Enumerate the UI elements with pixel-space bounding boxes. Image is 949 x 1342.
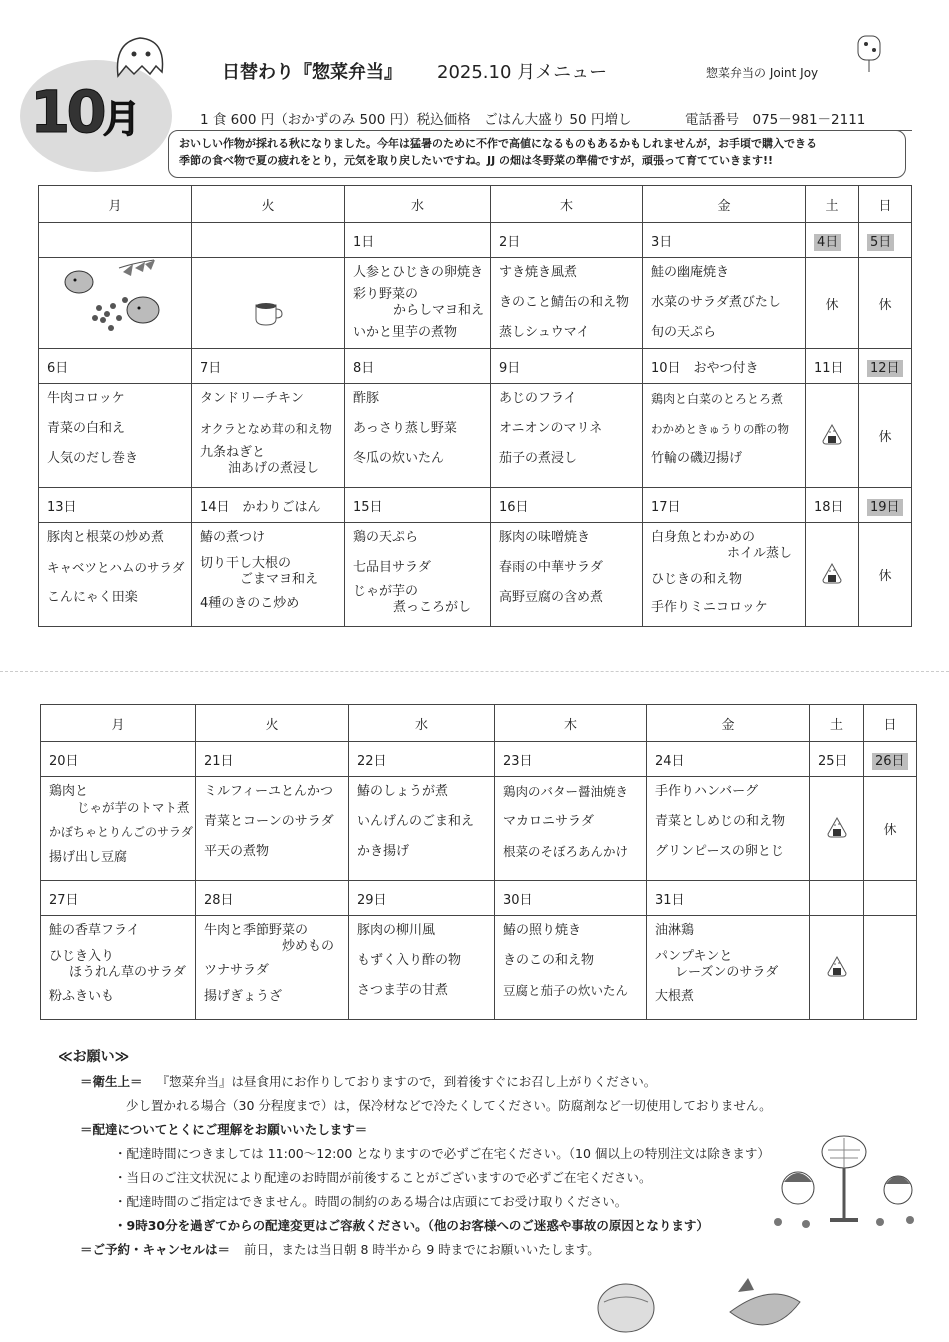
menu-item: 青菜の白和え [47,421,126,436]
weekday-mon: 月 [39,186,192,223]
date-cell: 3日 [643,223,806,258]
menu-item: きのこの和え物 [503,953,595,968]
page-divider [0,671,949,672]
closed-mark: 休 [864,777,917,881]
menu-item: ひじき入り [49,949,115,964]
menu-cell [495,777,647,881]
menu-item: オニオンのマリネ [499,421,603,436]
menu-cell-empty [192,258,345,349]
weekday-fri: 金 [643,186,806,223]
menu-item: 春雨の中華サラダ [499,560,603,575]
menu-item: マカロニサラダ [503,814,594,829]
delivery-note: ・9時30分を過ぎてからの配達変更はご容赦ください。（他のお客様へのご迷惑や事故の原因となります） [114,1218,709,1233]
menu-cell [643,258,806,349]
date-cell [859,223,912,258]
menu-item: 水菜のサラダ煮びたし [651,295,781,310]
menu-item: 鶏肉と [49,784,89,799]
onigiri-cell [810,777,864,881]
menu-row [39,384,912,488]
menu-item: ほうれん草のサラダ [69,965,186,980]
page-subtitle: 2025.10 月メニュー [437,62,608,83]
date-cell: 6日 [39,349,192,384]
date-cell: 29日 [349,881,495,916]
empty-cell [864,916,917,1020]
menu-item: 旬の天ぷら [651,325,717,340]
menu-item: 炒めもの [282,939,335,954]
menu-cell [349,916,495,1020]
notes-heading: ≪お願い≫ [58,1049,130,1065]
menu-cell [39,384,192,488]
menu-item: オクラとなめ茸の和え物 [200,422,332,436]
menu-item: 青菜とコーンのサラダ [204,814,334,829]
weekday-header-row [39,186,912,223]
menu-item: かき揚げ [357,844,410,859]
hygiene-label: ＝衛生上＝ [80,1074,143,1089]
reserve-label: ＝ご予約・キャンセルは＝ [80,1242,231,1257]
menu-item: 大根煮 [655,989,695,1004]
menu-cell [196,916,349,1020]
menu-item: 平天の煮物 [204,844,270,859]
menu-item: 鶏の天ぷら [353,530,419,545]
menu-item: 冬瓜の炊いたん [353,451,445,466]
date-sunday: 12日 [867,360,903,377]
onigiri-icon [826,955,848,977]
menu-item: 鮭の幽庵焼き [651,265,730,280]
menu-item: じゃが芋のトマト煮 [77,800,190,815]
weekday-tue: 火 [196,705,349,742]
price-line [200,108,912,131]
menu-item: 人参とひじきの卵焼き [353,265,484,280]
menu-item: パンプキンと [655,949,733,964]
menu-cell [41,916,196,1020]
date-row [39,223,912,258]
onigiri-cell [806,523,859,627]
date-cell: 8日 [345,349,491,384]
menu-item: グリンピースの卵とじ [655,844,784,859]
date-cell: 27日 [41,881,196,916]
hygiene-text: 『惣菜弁当』は昼食用にお作りしておりますので，到着後すぐにお召し上がりください。 [156,1074,657,1089]
date-cell: 28日 [196,881,349,916]
sweet-potato-illustration-icon [590,1262,810,1340]
onigiri-icon [821,423,843,445]
date-cell: 10日 おやつ付き [643,349,806,384]
date-cell: 31日 [647,881,810,916]
date-cell: 9日 [491,349,643,384]
menu-item: 根菜のそぼろあんかけ [503,844,629,859]
menu-item: 七品目サラダ [353,560,431,575]
menu-cell-illustration [39,258,192,349]
menu-item: いんげんのごま和え [357,814,475,829]
date-sunday: 26日 [872,753,908,770]
menu-item: 鮭の香草フライ [49,923,140,938]
menu-item: 白身魚とわかめの [651,530,756,545]
menu-item: あっさり蒸し野菜 [353,421,457,436]
menu-cell [345,384,491,488]
date-cell: 13日 [39,488,192,523]
closed-mark: 休 [859,384,912,488]
date-cell: 14日 かわりごはん [192,488,345,523]
onigiri-cell [810,916,864,1020]
menu-cell [495,916,647,1020]
menu-item: 4種のきのこ炒め [200,596,300,611]
menu-item: こんにゃく田楽 [47,590,138,605]
menu-item: 竹輪の磯辺揚げ [651,451,743,466]
menu-item: 豚肉と根菜の炒め煮 [47,530,165,545]
date-cell: 2日 [491,223,643,258]
menu-item: いかと里芋の煮物 [353,325,458,340]
menu-item: 手作りハンバーグ [655,784,759,799]
menu-row [39,258,912,349]
menu-item: かぼちゃとりんごのサラダ [49,825,193,839]
menu-item: 牛肉コロッケ [47,391,125,406]
weekday-wed: 水 [345,186,491,223]
menu-item: さつま芋の甘煮 [357,983,449,998]
date-row [39,488,912,523]
menu-cell [196,777,349,881]
weekday-thu: 木 [495,705,647,742]
weekday-tue: 火 [192,186,345,223]
menu-item: 鰆の照り焼き [503,923,582,938]
onigiri-icon [826,816,848,838]
page-title: 日替わり『惣菜弁当』 [222,62,402,83]
date-cell [806,223,859,258]
menu-cell [345,258,491,349]
intro-line: おいしい作物が採れる秋になりました。今年は猛暑のために不作で高値になるものもあるかもしれませんが，お手頃で購入できる [179,137,817,150]
date-cell [39,223,192,258]
date-cell: 23日 [495,742,647,777]
weekday-wed: 水 [349,705,495,742]
kids-play-illustration-icon [768,1130,918,1230]
menu-item: ごまマヨ和え [240,572,319,587]
menu-item: 豆腐と茄子の炊いたん [503,983,629,998]
reserve-text: 前日，または当日朝 8 時半から 9 時までにお願いいたします。 [244,1242,600,1257]
menu-item: 九条ねぎと [200,445,266,460]
date-cell [192,223,345,258]
menu-item: 蒸しシュウマイ [499,325,590,340]
date-cell: 24日 [647,742,810,777]
menu-item: きのこと鯖缶の和え物 [499,295,630,310]
ghost-mascot-icon [110,32,170,80]
weekday-mon: 月 [41,705,196,742]
date-row [41,742,917,777]
menu-item: 牛肉と季節野菜の [204,923,309,938]
menu-item: タンドリーチキン [200,391,304,406]
menu-cell [491,523,643,627]
menu-item: 揚げ出し豆腐 [49,850,128,865]
phone-number: 電話番号 075－981－2111 [685,112,866,128]
menu-row [41,916,917,1020]
price-text: 1 食 600 円（おかずのみ 500 円）税込価格 ごはん大盛り 50 円増し [200,112,632,128]
menu-item: ホイル蒸し [727,546,793,561]
menu-item: 豚肉の味噌焼き [499,530,591,545]
menu-cell [643,384,806,488]
menu-item: 鶏肉と白菜のとろとろ煮 [651,392,784,406]
coffee-cup-icon [248,299,288,329]
date-cell: 18日 [806,488,859,523]
menu-cell [345,523,491,627]
menu-item: 油あげの煮浸し [228,461,320,476]
menu-cell [349,777,495,881]
menu-item: 手作りミニコロッケ [651,600,768,615]
date-cell [859,488,912,523]
menu-item: 切り干し大根の [200,556,292,571]
menu-cell [192,384,345,488]
sparrows-illustration-icon [39,258,189,344]
weekday-sun: 日 [864,705,917,742]
menu-item: キャベツとハムのサラダ [47,560,185,575]
date-sunday: 5日 [867,234,894,251]
menu-item: あじのフライ [499,391,577,406]
notes-hygiene [80,1072,920,1090]
date-cell [864,881,917,916]
month-badge-text: 10月 [30,78,141,146]
closed-mark: 休 [806,258,859,349]
menu-cell [39,523,192,627]
weekday-sat: 土 [810,705,864,742]
menu-item: 揚げぎょうざ [204,989,283,1004]
date-saturday: 4日 [814,234,841,251]
onigiri-cell [806,384,859,488]
calendar-table-2 [40,704,917,1020]
weekday-thu: 木 [491,186,643,223]
intro-message [168,130,906,178]
date-cell: 21日 [196,742,349,777]
menu-item: 青菜としめじの和え物 [655,814,786,829]
intro-line: 季節の食べ物で夏の疲れをとり，元気を取り戻したいですね。JJ の畑は冬野菜の準備ですが，頑張って育てていきます!! [179,154,774,167]
weekday-sun: 日 [859,186,912,223]
menu-cell [491,384,643,488]
menu-item: ツナサラダ [204,963,269,978]
date-cell: 16日 [491,488,643,523]
menu-item: 煮っころがし [393,600,472,615]
closed-mark: 休 [859,258,912,349]
delivery-note: ・当日のご注文状況により配達のお時間が前後することがございますので必ずご在宅ください。 [114,1170,652,1185]
menu-item: 彩り野菜の [353,287,419,302]
delivery-note: ・配達時間のご指定はできません。時間の制約のある場合は店頭にてお受け取りください。 [114,1194,628,1209]
date-row [39,349,912,384]
onigiri-icon [821,562,843,584]
date-cell: 25日 [810,742,864,777]
date-cell [859,349,912,384]
menu-item: すき焼き風煮 [499,265,578,280]
shop-name: 惣菜弁当の Joint Joy [706,66,819,80]
menu-cell [643,523,806,627]
menu-cell [192,523,345,627]
menu-cell [41,777,196,881]
menu-item: ひじきの和え物 [651,572,743,587]
menu-item: 鰆のしょうが煮 [357,784,449,799]
menu-cell [647,916,810,1020]
menu-item: 茄子の煮浸し [499,451,578,466]
date-cell: 20日 [41,742,196,777]
date-cell: 15日 [345,488,491,523]
menu-item: 粉ふきいも [49,989,115,1004]
closed-mark: 休 [859,523,912,627]
menu-cell [491,258,643,349]
date-sunday: 19日 [867,499,903,516]
menu-cell [647,777,810,881]
date-cell: 11日 [806,349,859,384]
date-cell: 7日 [192,349,345,384]
date-cell: 1日 [345,223,491,258]
menu-item: 油淋鶏 [655,923,695,938]
delivery-label: ＝配達についてとくにご理解をお願いいたします＝ [80,1122,368,1137]
calendar-table-1 [38,185,912,627]
menu-item: 酢豚 [353,391,380,406]
menu-item: 高野豆腐の含め煮 [499,590,604,605]
weekday-sat: 土 [806,186,859,223]
weekday-header-row [41,705,917,742]
menu-item: ミルフィーユとんかつ [204,784,333,799]
menu-row [41,777,917,881]
date-cell [864,742,917,777]
lantern-icon [854,30,890,74]
menu-item: レーズンのサラダ [675,965,779,980]
delivery-note: ・配達時間につきましては 11:00～12:00 となりますので必ずご在宅ください。（10 個以上の特別注文は除きます） [114,1146,770,1161]
menu-item: 人気のだし巻き [47,451,139,466]
date-cell [810,881,864,916]
menu-item: からしマヨ和え [393,303,485,318]
date-row [41,881,917,916]
date-cell: 17日 [643,488,806,523]
menu-item: もずく入り酢の物 [357,953,462,968]
date-cell: 22日 [349,742,495,777]
menu-row [39,523,912,627]
menu-item: 鰆の煮つけ [200,530,266,545]
menu-item: わかめときゅうりの酢の物 [651,422,789,436]
menu-item: 豚肉の柳川風 [357,923,436,938]
hygiene-text-2: 少し置かれる場合（30 分程度まで）は，保冷材などで冷たくしてください。防腐剤など一切使用しておりません。 [126,1098,772,1113]
menu-item: 鶏肉のバター醤油焼き [503,784,629,799]
date-cell: 30日 [495,881,647,916]
weekday-fri: 金 [647,705,810,742]
reservation-note [80,1240,920,1258]
menu-item: じゃが芋の [353,584,419,599]
